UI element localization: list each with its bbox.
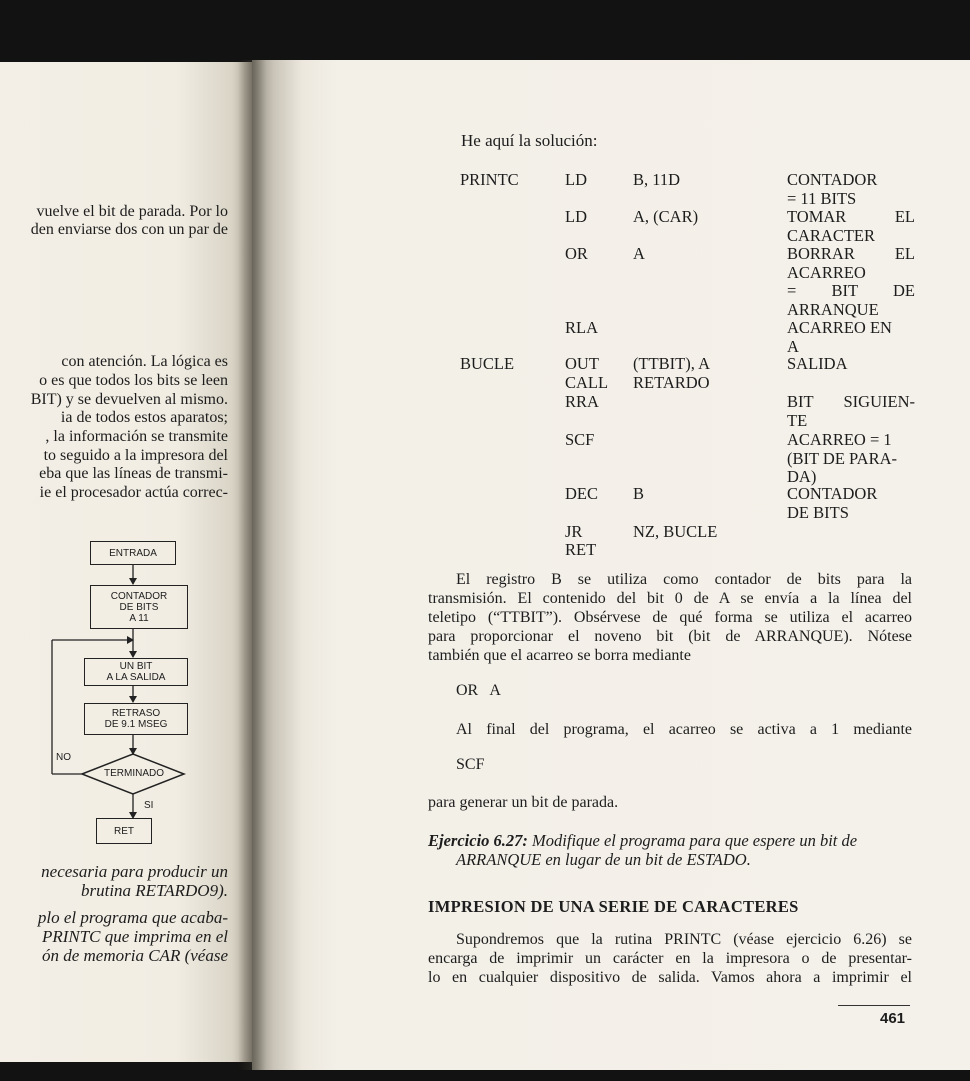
flowchart-retraso-box <box>84 703 188 735</box>
section-heading: IMPRESION DE UNA SERIE DE CARACTERES <box>428 897 799 916</box>
code-opcode: OR <box>565 244 588 263</box>
left-paragraph-line: eba que las líneas de transmi- <box>39 465 228 482</box>
flowchart-contador-box <box>90 585 188 629</box>
left-paragraph-line: ia de todos estos aparatos; <box>60 409 228 426</box>
inline-code-line: SCF <box>456 756 485 773</box>
code-comment-line: DA) <box>787 467 817 486</box>
left-italic-line: brutina RETARDO9). <box>80 881 228 900</box>
code-comment-line: ARRANQUE <box>787 299 879 319</box>
left-italic-line: necesaria para producir un <box>41 862 228 881</box>
left-paragraph-line: to seguido a la impresora del <box>43 447 228 464</box>
flowchart-text: UN BIT <box>119 661 153 672</box>
exercise-line <box>428 832 912 850</box>
code-opcode: JR <box>565 522 583 541</box>
left-italic-line: PRINTC que imprima en el <box>41 927 228 946</box>
left-page <box>0 62 252 1062</box>
code-operand: (TTBIT), A <box>633 354 710 373</box>
code-comment-line: = 11 BITS <box>787 188 857 208</box>
code-comment-line: BIT SIGUIEN- <box>787 392 915 411</box>
code-opcode: DEC <box>565 484 598 503</box>
flowchart-ret-box <box>96 818 152 844</box>
code-operand: B <box>633 484 645 503</box>
left-paragraph-line: vuelve el bit de parada. Por lo <box>36 203 228 220</box>
body-line: lo en cualquier dispositivo de salida. Vamos ahora a imprimir el <box>428 969 912 986</box>
flowchart-text: A 11 <box>129 612 149 624</box>
inline-code-line: OR A <box>456 682 501 699</box>
code-operand: B, 11D <box>633 170 681 189</box>
code-comment-line: ACARREO = 1 <box>787 430 892 449</box>
left-paragraph-line: BIT) y se devuelven al mismo. <box>30 391 228 408</box>
body-line: Al final del programa, el acarreo se activa a 1 mediante <box>456 721 912 738</box>
code-comment-line: = BIT DE <box>787 281 915 300</box>
code-opcode: CALL <box>565 373 609 392</box>
code-comment-line: CONTADOR <box>787 170 878 189</box>
code-opcode: RLA <box>565 318 598 337</box>
left-paragraph-line: ie el procesador actúa correc- <box>39 484 228 501</box>
exercise-line: ARRANQUE en lugar de un bit de ESTADO. <box>456 850 751 869</box>
code-operand: NZ, BUCLE <box>633 522 718 541</box>
body-line: transmisión. El contenido del bit 0 de A se envía a la línea del <box>428 590 912 607</box>
flowchart-salida-box <box>84 658 188 686</box>
flowchart-entrada-box <box>90 541 176 565</box>
code-label: BUCLE <box>460 354 515 373</box>
code-comment-line: BORRAR EL <box>787 244 915 263</box>
exercise-text: Modifique el programa para que espere un bit de <box>532 831 858 850</box>
left-italic-line: ón de memoria CAR (véase <box>41 946 228 965</box>
flowchart-text: DE BITS <box>119 601 159 613</box>
code-comment-line: ACARREO <box>787 262 866 282</box>
code-opcode: OUT <box>565 354 599 373</box>
flowchart-text: A LA SALIDA <box>106 672 166 683</box>
body-line: para generar un bit de parada. <box>428 794 619 811</box>
left-paragraph-line: , la información se transmite <box>45 428 228 445</box>
code-opcode: LD <box>565 207 587 226</box>
code-comment-line: CONTADOR <box>787 484 878 503</box>
flowchart-terminado-label: TERMINADO <box>104 768 164 779</box>
code-comment-line: ACARREO EN <box>787 318 892 337</box>
left-italic-line: plo el programa que acaba- <box>37 908 228 927</box>
flowchart-ret-label: RET <box>114 825 134 837</box>
code-comment-line: TE <box>787 410 808 430</box>
right-page <box>252 60 970 1070</box>
code-opcode: RET <box>565 540 597 559</box>
page-number: 461 <box>880 1010 906 1027</box>
code-operand: A, (CAR) <box>633 207 699 226</box>
code-comment-line: (BIT DE PARA- <box>787 448 898 468</box>
intro-line: He aquí la solución: <box>461 131 598 150</box>
book-gutter <box>238 60 266 1070</box>
body-line: también que el acarreo se borra mediante <box>428 647 691 664</box>
code-operand: RETARDO <box>633 373 710 392</box>
left-paragraph-line: den enviarse dos con un par de <box>30 221 228 238</box>
code-opcode: LD <box>565 170 587 189</box>
code-comment-line: TOMAR EL <box>787 207 915 226</box>
code-comment-line: A <box>787 336 799 356</box>
left-paragraph-line: o es que todos los bits se leen <box>39 372 228 389</box>
code-comment-line: CARACTER <box>787 225 876 245</box>
left-paragraph-line: con atención. La lógica es <box>61 353 228 370</box>
body-line: para proporcionar el noveno bit (bit de ARRANQUE). Nótese <box>428 628 912 645</box>
code-label: PRINTC <box>460 170 519 189</box>
exercise-label: Ejercicio 6.27: <box>428 831 528 850</box>
body-line: encarga de imprimir un carácter en la impresora o de presentar- <box>428 950 912 967</box>
code-opcode: RRA <box>565 392 599 411</box>
flowchart-text: RETRASO <box>111 708 161 719</box>
flowchart-text: DE 9.1 MSEG <box>104 719 168 730</box>
code-opcode: SCF <box>565 430 595 449</box>
code-comment-line: DE BITS <box>787 502 849 522</box>
body-line: teletipo (“TTBIT”). Obsérvese de qué forma se utiliza el acarreo <box>428 609 912 626</box>
flowchart-si-label: SI <box>144 800 154 811</box>
body-line: Supondremos que la rutina PRINTC (véase ejercicio 6.26) se <box>456 931 912 948</box>
flowchart-text: CONTADOR <box>110 590 168 602</box>
body-line: El registro B se utiliza como contador de bits para la <box>456 571 912 588</box>
flowchart-no-label: NO <box>56 752 71 763</box>
code-comment-line: SALIDA <box>787 354 848 373</box>
page-number-rule <box>838 1005 910 1006</box>
code-operand: A <box>633 244 645 263</box>
flowchart-entrada-label: ENTRADA <box>109 547 157 559</box>
